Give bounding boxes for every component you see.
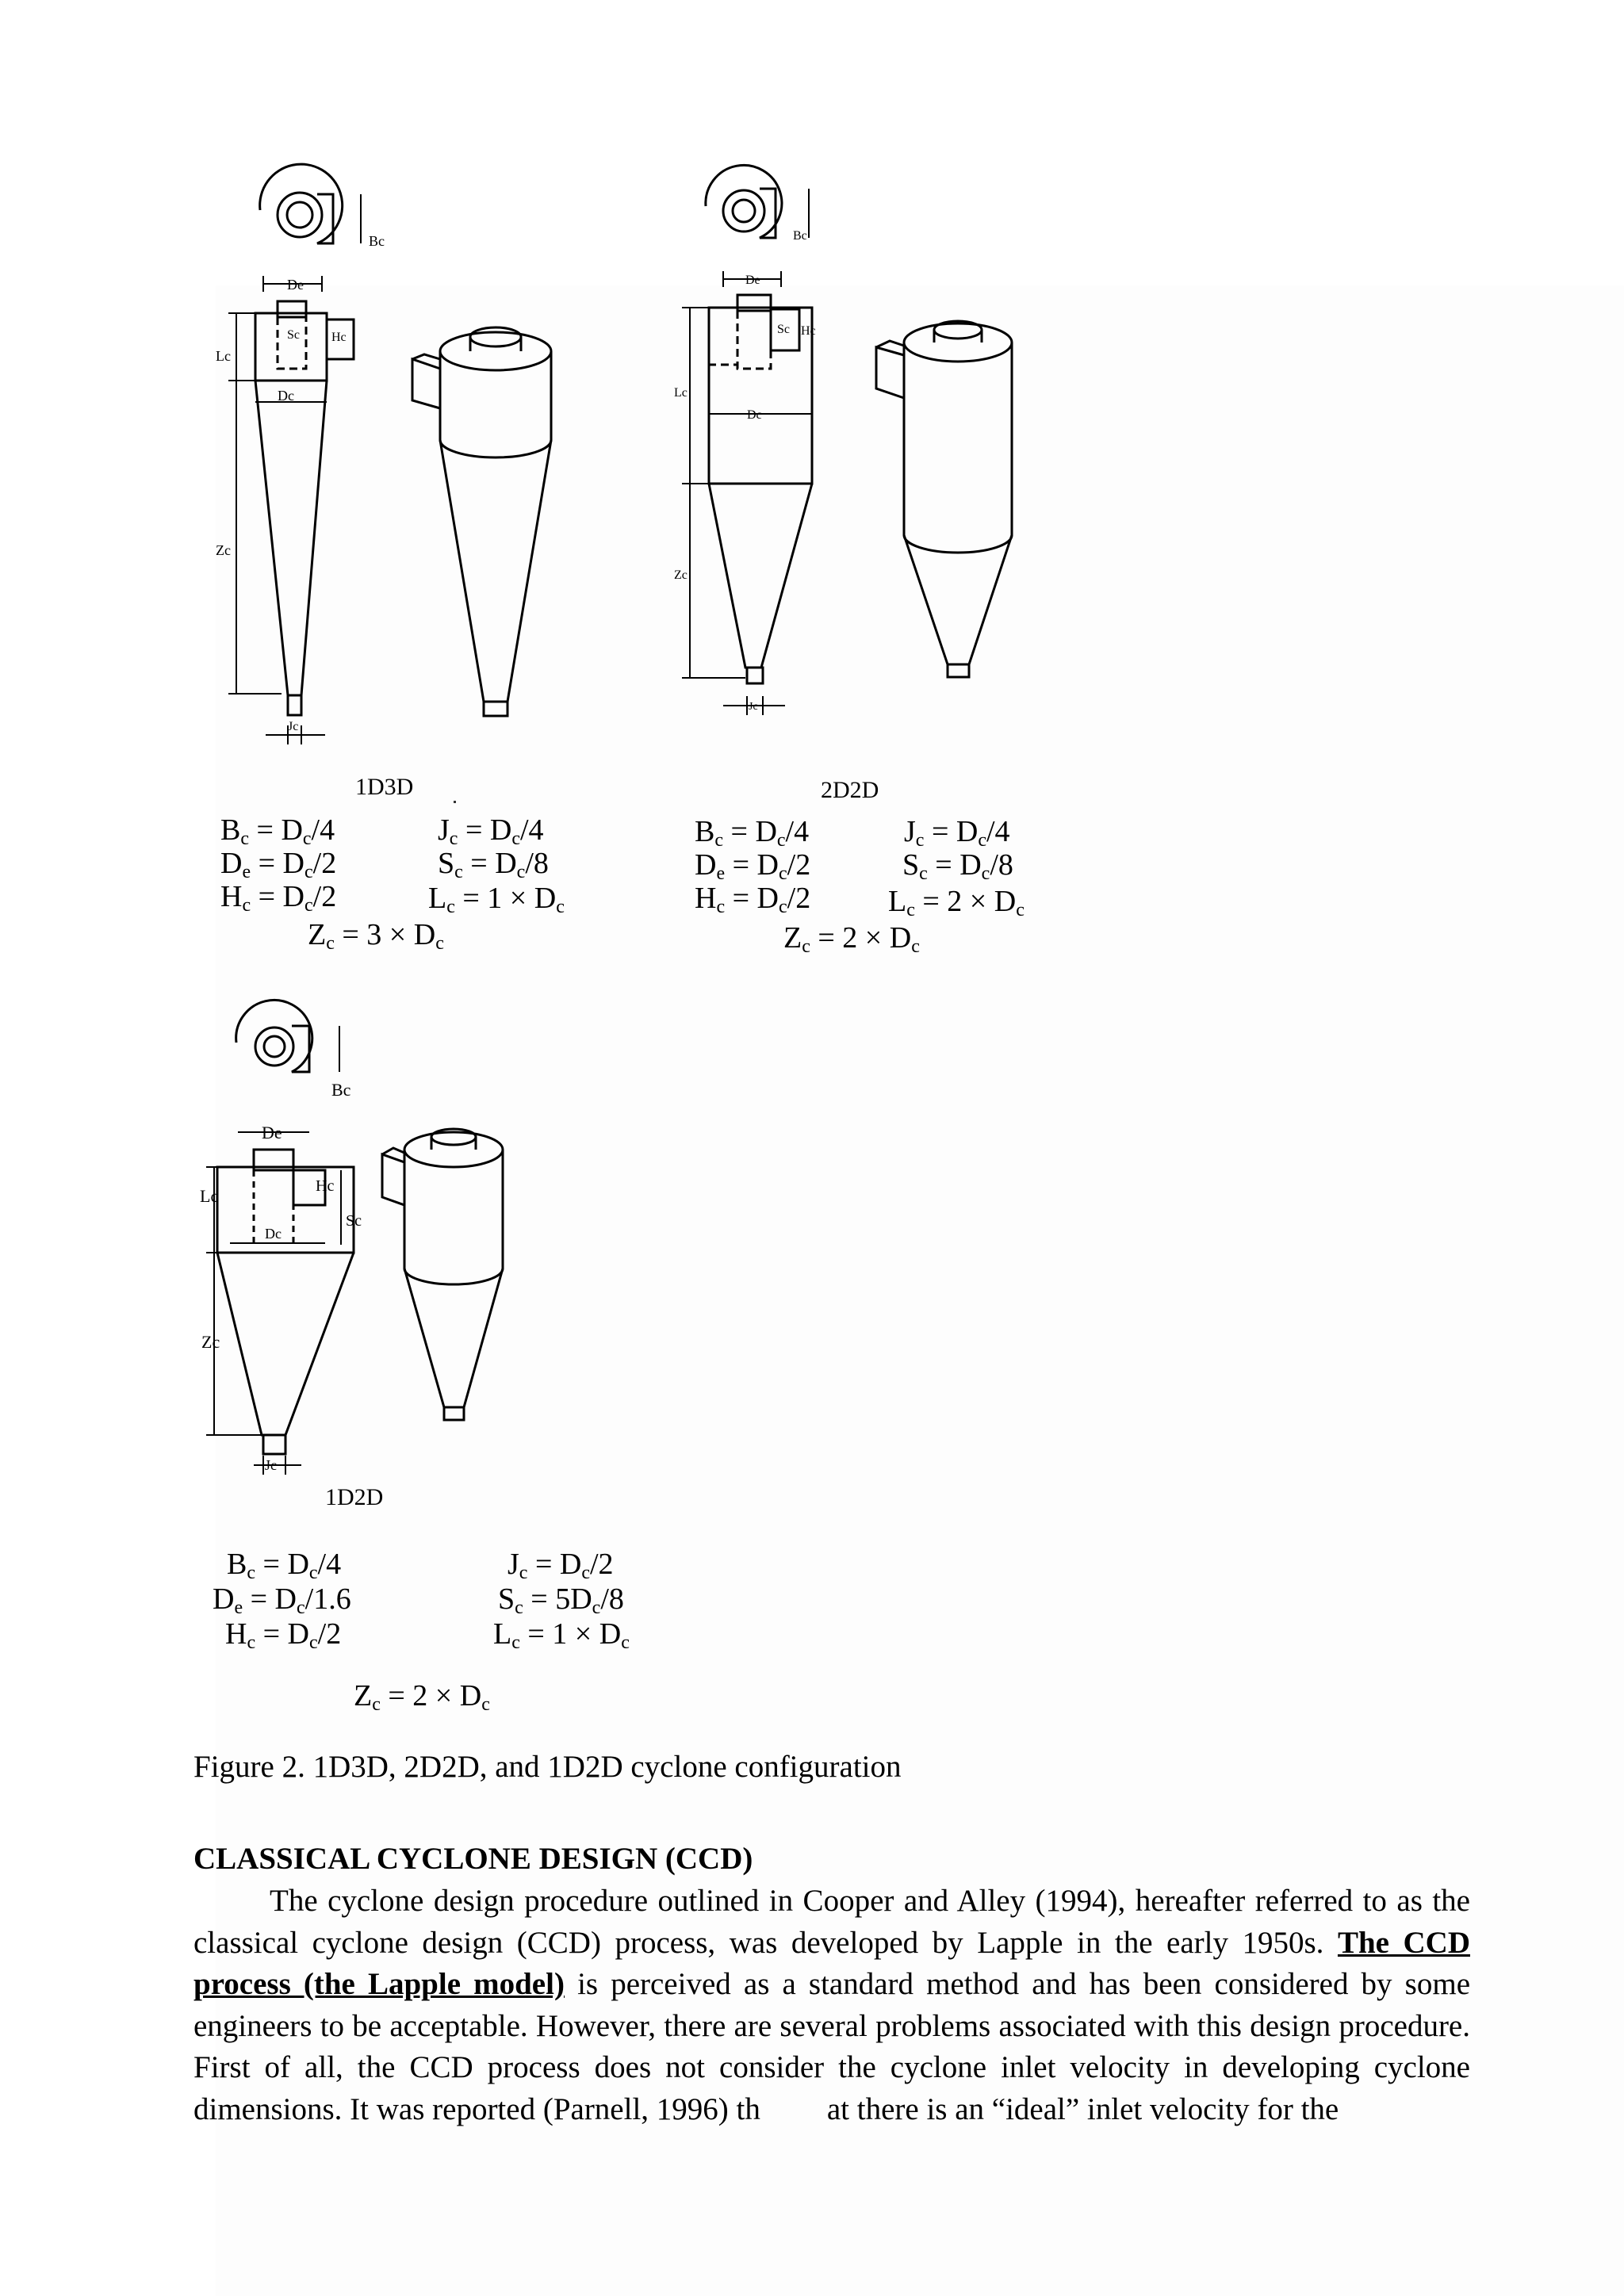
label-dc-3: Dc bbox=[265, 1226, 282, 1242]
para-text-2: is perceived as a standard method and has been considered by some engineers to be acceptable. However, there are several problems associated with this design procedure. First of all, the CCD process does not consider the cyclone inlet velocity in developing cyclone dimensions. It was reported (Parnell, 1996) th bbox=[193, 1967, 1470, 2126]
label-zc-1: Zc bbox=[216, 542, 231, 558]
label-dc-1: Dc bbox=[278, 388, 294, 404]
label-jc-2: Jc bbox=[749, 701, 758, 713]
eq-bc-1: $B_c = D_c/4$ bbox=[220, 813, 335, 849]
eq-zc-2: $Z_c = 2 \times D_c$ bbox=[783, 921, 920, 957]
cyclone-diagram-2d2d bbox=[674, 166, 1023, 721]
label-sc-3: Sc bbox=[346, 1212, 362, 1230]
eq-bc-3: $B_c = D_c/4$ bbox=[227, 1548, 342, 1583]
label-hc-2: Hc bbox=[801, 324, 816, 338]
config-label-1d3d: 1D3D bbox=[355, 774, 414, 800]
stray-dot bbox=[454, 801, 456, 803]
eq-hc-1: $H_c = D_c/2$ bbox=[220, 880, 337, 916]
section-heading: CLASSICAL CYCLONE DESIGN (CCD) bbox=[193, 1842, 753, 1876]
eq-bc-2: $B_c = D_c/4$ bbox=[695, 815, 810, 851]
eq-lc-1: $L_c = 1 \times D_c$ bbox=[428, 882, 565, 917]
label-zc-2: Zc bbox=[674, 568, 688, 582]
eq-jc-1: $J_c = D_c/4$ bbox=[438, 813, 544, 849]
para-emphasis: The CCD process (the Lapple model) bbox=[193, 1925, 1470, 2001]
label-bc-1: Bc bbox=[369, 233, 385, 249]
config-label-1d2d: 1D2D bbox=[325, 1484, 384, 1510]
label-lc-3: Lc bbox=[200, 1186, 219, 1206]
figure-caption: Figure 2. 1D3D, 2D2D, and 1D2D cyclone configuration bbox=[193, 1750, 902, 1784]
eq-de-2: $D_e = D_c/2$ bbox=[695, 848, 811, 884]
eq-hc-3: $H_c = D_c/2$ bbox=[225, 1617, 342, 1653]
eq-lc-3: $L_c = 1 \times D_c$ bbox=[493, 1617, 630, 1653]
label-sc-1: Sc bbox=[287, 328, 300, 342]
eq-jc-2: $J_c = D_c/4$ bbox=[904, 815, 1010, 851]
label-de-2: De bbox=[745, 274, 760, 287]
eq-sc-2: $S_c = D_c/8$ bbox=[902, 848, 1013, 884]
label-bc-3: Bc bbox=[331, 1080, 351, 1100]
eq-jc-3: $J_c = D_c/2$ bbox=[508, 1548, 614, 1583]
label-sc-2: Sc bbox=[777, 323, 790, 336]
para-text-3: at there is an “ideal” inlet velocity for the bbox=[826, 2091, 1339, 2126]
label-bc-2: Bc bbox=[793, 229, 807, 243]
label-jc-1: Jc bbox=[288, 720, 299, 733]
eq-lc-2: $L_c = 2 \times D_c$ bbox=[888, 885, 1025, 920]
label-de-1: De bbox=[287, 277, 304, 293]
body-paragraph bbox=[193, 1881, 1470, 2130]
eq-de-1: $D_e = D_c/2$ bbox=[220, 847, 337, 882]
eq-sc-3: $S_c = 5D_c/8$ bbox=[498, 1582, 624, 1618]
cyclone-diagram-1d2d bbox=[198, 1007, 547, 1483]
eq-zc-3: $Z_c = 2 \times D_c$ bbox=[354, 1679, 490, 1715]
label-lc-1: Lc bbox=[216, 348, 231, 364]
config-label-2d2d: 2D2D bbox=[821, 777, 879, 803]
eq-zc-1: $Z_c = 3 \times D_c$ bbox=[308, 918, 444, 954]
label-hc-1: Hc bbox=[331, 331, 347, 344]
eq-hc-2: $H_c = D_c/2$ bbox=[695, 882, 811, 917]
label-dc-2: Dc bbox=[747, 408, 762, 422]
para-text-1: The cyclone design procedure outlined in Cooper and Alley (1994), hereafter referred to as the classical cyclone design (CCD) process, was developed by Lapple in the early 1950s. bbox=[193, 1884, 1470, 1960]
label-zc-3: Zc bbox=[201, 1332, 220, 1352]
eq-de-3: $D_e = D_c/1.6$ bbox=[213, 1582, 351, 1618]
label-hc-3: Hc bbox=[316, 1177, 335, 1195]
cyclone-diagram-1d3d bbox=[198, 170, 611, 757]
eq-sc-1: $S_c = D_c/8$ bbox=[438, 847, 549, 882]
label-jc-3: Jc bbox=[265, 1457, 277, 1473]
label-lc-2: Lc bbox=[674, 386, 688, 400]
label-de-3: De bbox=[262, 1123, 282, 1142]
